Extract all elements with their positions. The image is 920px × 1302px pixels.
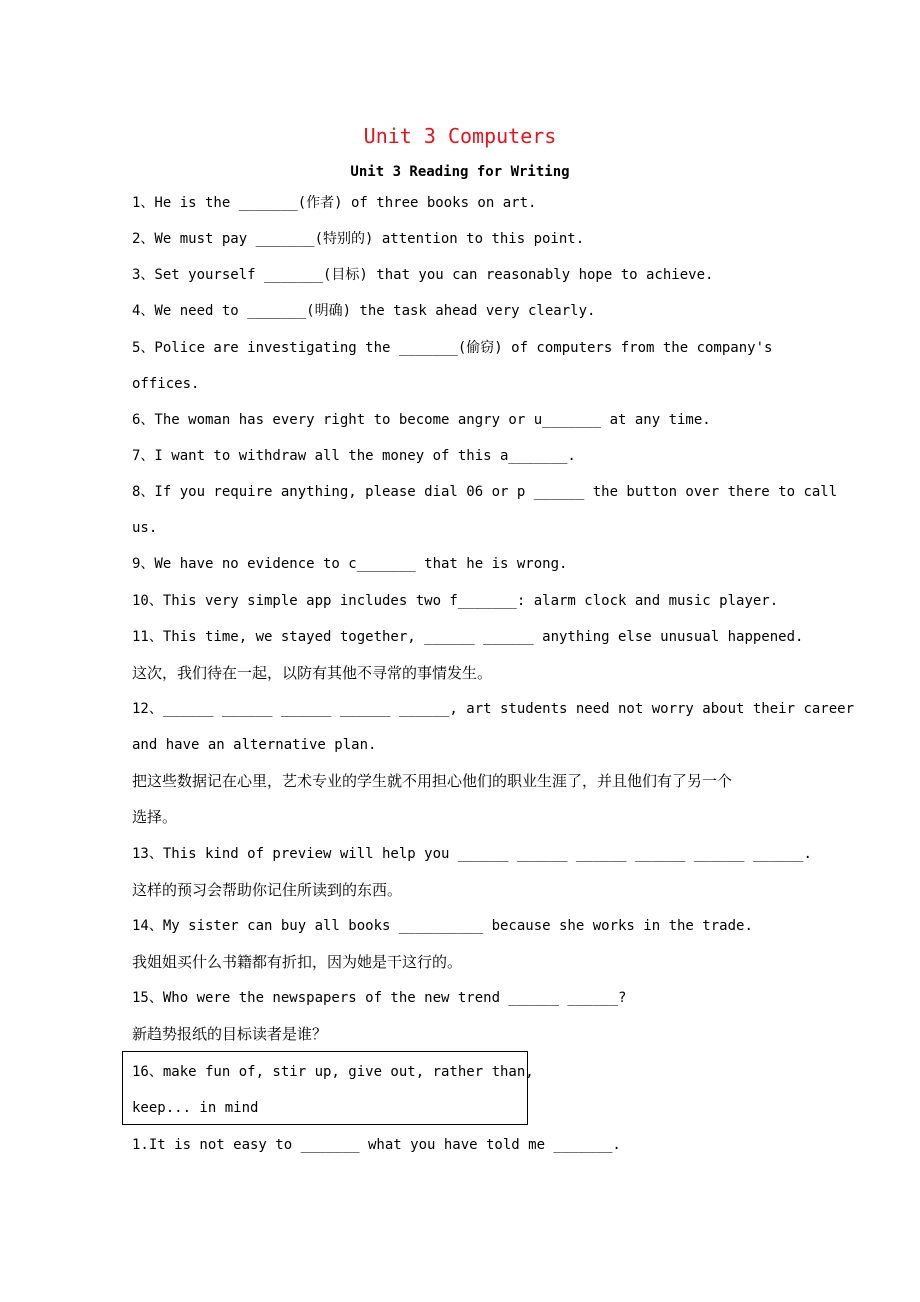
question-8-line-2: us. [132, 520, 158, 536]
page-subtitle: Unit 3 Reading for Writing [350, 164, 570, 180]
question-12-translation-line-2: 选择。 [132, 808, 178, 826]
question-14: 14、My sister can buy all books __________ because she works in the trade. [132, 918, 753, 934]
exercise-1: 1.It is not easy to _______ what you have told me _______. [132, 1137, 621, 1153]
question-11: 11、This time, we stayed together, ______ ______ anything else unusual happened. [132, 629, 804, 645]
question-2: 2、We must pay _______(特别的) attention to this point. [132, 231, 585, 247]
question-10: 10、This very simple app includes two f_______: alarm clock and music player. [132, 593, 779, 609]
question-3: 3、Set yourself _______(目标) that you can reasonably hope to achieve. [132, 267, 714, 283]
question-11-translation: 这次，我们待在一起，以防有其他不寻常的事情发生。 [132, 664, 493, 682]
question-15-translation: 新趋势报纸的目标读者是谁？ [132, 1025, 328, 1043]
question-12-line-2: and have an alternative plan. [132, 737, 377, 753]
phrase-bank-line-2: keep... in mind [132, 1100, 259, 1116]
question-12-line-1: 12、______ ______ ______ ______ ______, art students need not worry about their career [132, 701, 855, 717]
question-7: 7、I want to withdraw all the money of this a_______. [132, 448, 576, 464]
question-1: 1、He is the _______(作者) of three books on art. [132, 195, 537, 211]
question-4: 4、We need to _______(明确) the task ahead very clearly. [132, 303, 596, 319]
question-14-translation: 我姐姐买什么书籍都有折扣，因为她是干这行的。 [132, 953, 463, 971]
question-12-translation-line-1: 把这些数据记在心里，艺术专业的学生就不用担心他们的职业生涯了，并且他们有了另一个 [132, 772, 733, 790]
question-8-line-1: 8、If you require anything, please dial 06 or p ______ the button over there to call [132, 484, 838, 500]
question-13-translation: 这样的预习会帮助你记住所读到的东西。 [132, 881, 403, 899]
page-title: Unit 3 Computers [363, 124, 557, 148]
question-5-line-1: 5、Police are investigating the _______(偷窃) of computers from the company's [132, 340, 773, 356]
question-15: 15、Who were the newspapers of the new trend ______ ______? [132, 990, 627, 1006]
question-13: 13、This kind of preview will help you ______ ______ ______ ______ ______ ______. [132, 846, 812, 862]
question-5-line-2: offices. [132, 376, 200, 392]
question-9: 9、We have no evidence to c_______ that he is wrong. [132, 556, 568, 572]
question-6: 6、The woman has every right to become angry or u_______ at any time. [132, 412, 711, 428]
phrase-bank-line-1: 16、make fun of, stir up, give out, rather than, [132, 1064, 534, 1080]
